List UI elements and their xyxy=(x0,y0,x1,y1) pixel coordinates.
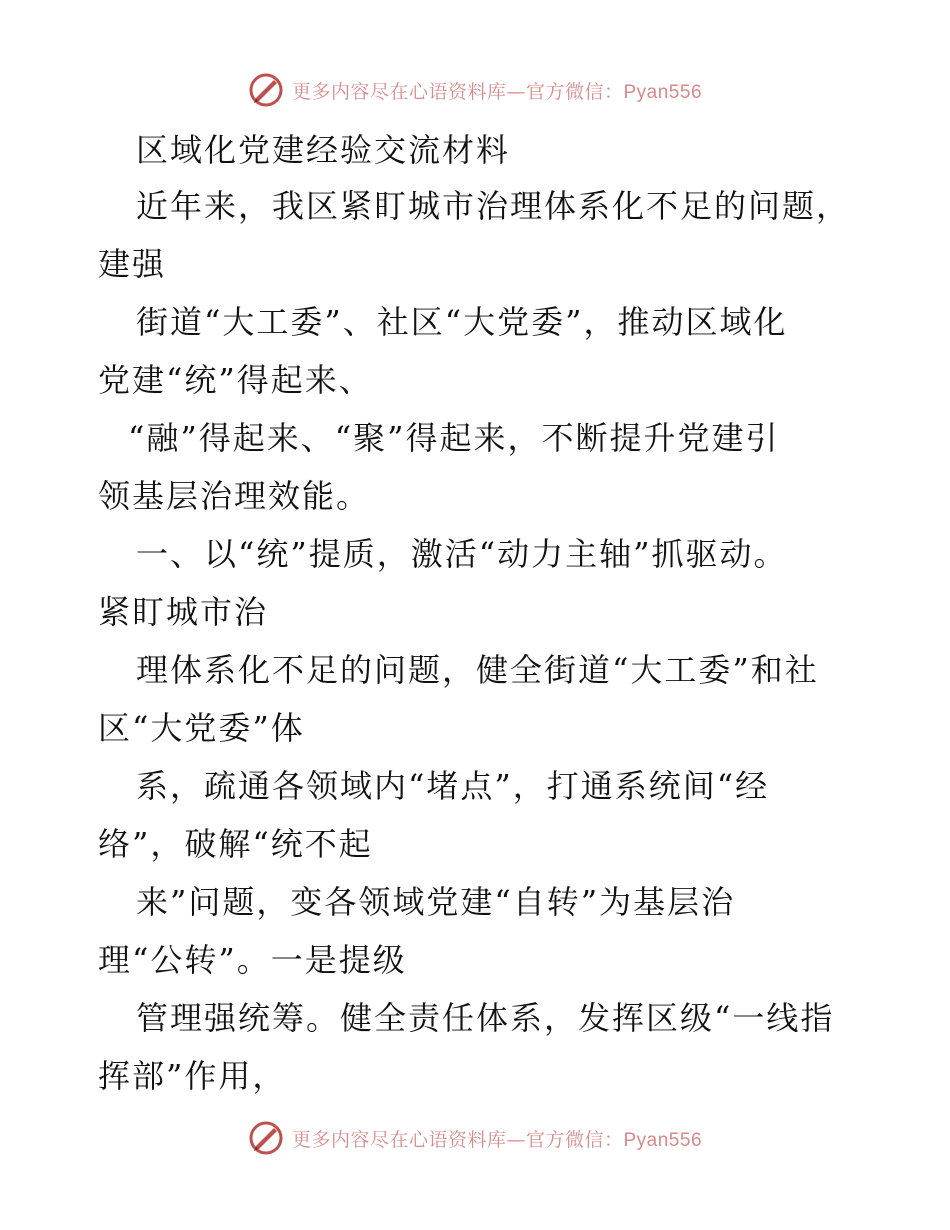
text-line: 紧盯城市治 xyxy=(98,593,269,631)
text-line: 络”，破解“统不起 xyxy=(98,825,373,863)
pen-logo-icon xyxy=(248,1120,284,1156)
section-heading: 一、以“统”提质，激活“动力主轴”抓驱动。 xyxy=(136,535,788,573)
text-line: 理体系化不足的问题，健全街道“大工委”和社 xyxy=(136,651,819,689)
pen-logo-icon xyxy=(248,72,284,108)
banner-text xyxy=(292,77,702,104)
text-line: 理“公转”。一是提级 xyxy=(98,941,407,979)
text-line: 系，疏通各领域内“堵点”，打通系统间“经 xyxy=(136,767,770,805)
text-line: 近年来，我区紧盯城市治理体系化不足的问题， xyxy=(136,187,851,225)
footer-banner xyxy=(0,1118,950,1158)
banner-wechat-id: Pyan556 xyxy=(623,1129,703,1151)
banner-slogan: 更多内容尽在心语资料库—官方微信： xyxy=(291,80,624,103)
text-line: 街道“大工委”、社区“大党委”，推动区域化 xyxy=(136,303,788,341)
text-line: 来”问题，变各领域党建“自转”为基层治 xyxy=(136,883,736,921)
text-line: 党建“统”得起来、 xyxy=(98,361,373,399)
text-line: 挥部”作用， xyxy=(98,1057,287,1095)
text-line: “融”得起来、“聚”得起来，不断提升党建引 xyxy=(128,419,780,457)
text-line: 管理强统筹。健全责任体系，发挥区级“一线指 xyxy=(136,999,835,1037)
text-line: 区“大党委”体 xyxy=(98,709,305,747)
banner-wechat-id: Pyan556 xyxy=(623,81,703,103)
document-title: 区域化党建经验交流材料 xyxy=(136,131,511,169)
banner-text xyxy=(292,1125,702,1152)
text-line: 领基层治理效能。 xyxy=(98,477,371,515)
header-banner xyxy=(0,70,950,110)
text-line: 建强 xyxy=(98,245,167,283)
banner-slogan: 更多内容尽在心语资料库—官方微信： xyxy=(291,1128,624,1151)
